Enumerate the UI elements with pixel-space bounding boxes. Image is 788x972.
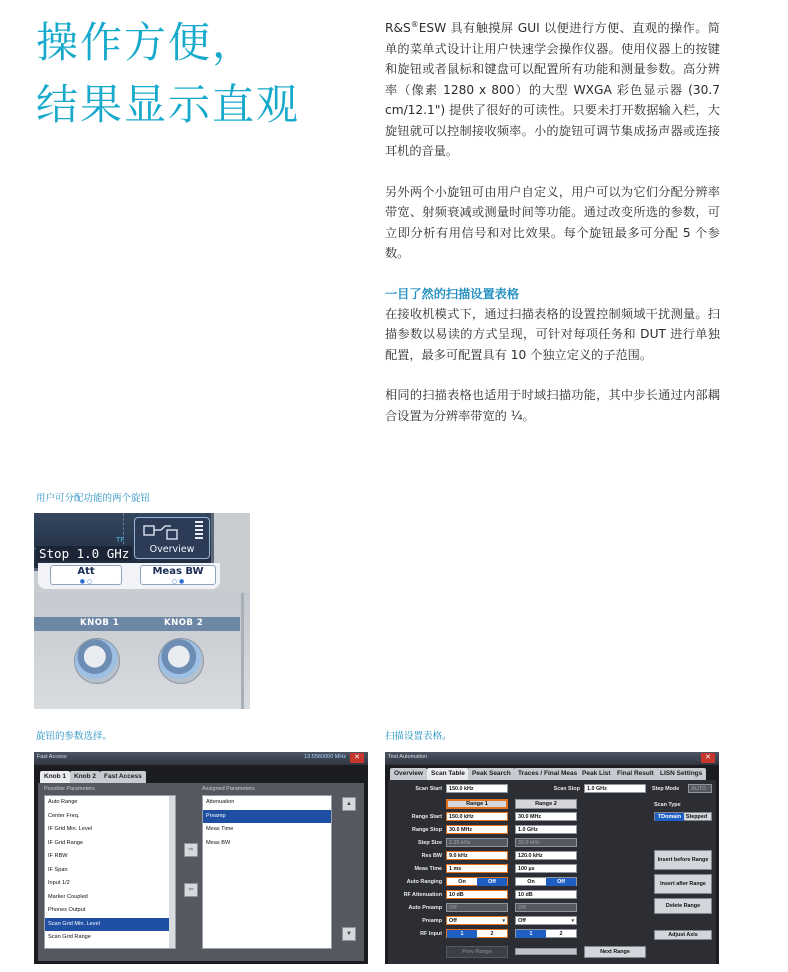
row-label: Meas Time: [414, 866, 442, 872]
range-2-preamp-select[interactable]: Off ▾: [515, 916, 577, 925]
row-label: Range Stop: [412, 827, 442, 833]
att-softkey[interactable]: Att ● ○: [50, 565, 122, 585]
softkey-bar: [38, 563, 220, 589]
range-1-header[interactable]: Range 1: [446, 799, 508, 809]
range-2-meas-time[interactable]: 100 µs: [515, 864, 577, 873]
row-label: Range Start: [411, 814, 442, 820]
knob-assign-dots-icon: ● ○: [79, 578, 93, 585]
range-1-res-bw[interactable]: 9.0 kHz: [446, 851, 508, 860]
list-item[interactable]: Center Freq.: [48, 812, 80, 819]
overview-label: Overview: [149, 544, 195, 555]
list-item[interactable]: IF Span: [48, 866, 68, 873]
scan-start-field[interactable]: 150.0 kHz: [446, 784, 508, 793]
tab-lisn-settings[interactable]: LISN Settings: [656, 768, 706, 780]
range-1-rf-input-toggle[interactable]: 1 2: [446, 929, 508, 938]
range-2-res-bw[interactable]: 120.0 kHz: [515, 851, 577, 860]
paragraph-3: 在接收机模式下，通过扫描表格的设置控制频域干扰测量。扫描参数以易读的方式呈现，可针对每项任务和 DUT 进行单独配置，最多可配置具有 10 个独立定义的子范围。: [385, 306, 720, 362]
trace-grid: [34, 513, 124, 549]
level-bars-icon: [195, 521, 203, 539]
tf-label: TF: [116, 536, 125, 544]
paragraph-2: 另外两个小旋钮可由用户自定义，用户可以为它们分配分辨率带宽、射频衰减或测量时间等功能。通过改变所选的参数，可立即分析有用信号和对比效果。每个旋钮最多可分配 5 个参数。: [385, 184, 720, 260]
list-item[interactable]: Auto Range: [48, 799, 78, 805]
list-item[interactable]: Meas Time: [206, 826, 234, 832]
range-2-start[interactable]: 30.0 MHz: [515, 812, 577, 821]
range-1-stop[interactable]: 30.0 MHz: [446, 825, 508, 834]
body-text: [385, 18, 720, 446]
move-right-icon[interactable]: ⇨: [184, 843, 198, 857]
list-item[interactable]: Attenuation: [206, 799, 235, 805]
list-item[interactable]: Input 1/2: [48, 880, 70, 886]
knob-2-label: KNOB 2: [164, 618, 204, 628]
dropdown-arrow-icon: ▾: [571, 918, 574, 924]
move-down-icon[interactable]: ▼: [342, 927, 356, 941]
knob-assign-dots-icon: ○ ●: [171, 578, 185, 585]
range-2-step-size[interactable]: 30.0 kHz: [515, 838, 577, 847]
knob-panel: [38, 783, 364, 961]
range-2-stop[interactable]: 1.0 GHz: [515, 825, 577, 834]
adjust-axis-button[interactable]: Adjust Axis: [654, 930, 712, 940]
assigned-header: Assigned Parameters: [202, 786, 255, 792]
tab-traces-final-meas[interactable]: Traces / Final Meas: [514, 768, 581, 780]
scan-type-toggle[interactable]: TDomain Stepped: [654, 812, 712, 821]
dropdown-arrow-icon: ▾: [502, 918, 505, 924]
insert-before-range-button[interactable]: Insert before Range: [654, 850, 712, 870]
move-up-icon[interactable]: ▲: [342, 797, 356, 811]
row-label: Auto Ranging: [406, 879, 442, 885]
possible-header: Possible Parameters: [44, 786, 95, 792]
tab-knob-1[interactable]: Knob 1: [40, 771, 70, 783]
range-1-rf-attenuation[interactable]: 10 dB: [446, 890, 508, 899]
list-item[interactable]: IF RBW: [48, 853, 68, 859]
insert-after-range-button[interactable]: Insert after Range: [654, 874, 712, 894]
scan-table-screenshot: [385, 752, 719, 964]
prev-range-button[interactable]: Prev Range: [446, 946, 508, 958]
tab-scan-table[interactable]: Scan Table: [427, 768, 469, 780]
knob-1[interactable]: [74, 638, 120, 684]
scan-stop-field[interactable]: 1.0 GHz: [584, 784, 646, 793]
close-icon[interactable]: ✕: [701, 753, 715, 763]
caption-knobs: 用户可分配功能的两个旋钮: [36, 493, 151, 504]
knob-params-screenshot: [34, 752, 368, 964]
headline-line-1: 操作方便，: [36, 18, 257, 67]
row-label: Step Size: [418, 840, 442, 846]
caption-knob-params: 旋钮的参数选择。: [36, 731, 113, 742]
close-icon[interactable]: ✕: [350, 753, 364, 763]
scan-start-label: Scan Start: [415, 786, 442, 792]
scrollbar[interactable]: [169, 796, 175, 948]
list-item[interactable]: Preamp: [203, 810, 331, 824]
scan-stop-label: Scan Stop: [553, 786, 580, 792]
list-item[interactable]: Phones Output: [48, 907, 86, 913]
list-item[interactable]: Scan Grid Min. Level: [45, 918, 175, 932]
range-1-start[interactable]: 150.0 kHz: [446, 812, 508, 821]
row-label: RF Attenuation: [403, 892, 442, 898]
row-label: Res BW: [421, 853, 442, 859]
tab-knob-2[interactable]: Knob 2: [70, 771, 100, 783]
range-2-header[interactable]: Range 2: [515, 799, 577, 809]
list-item[interactable]: Scan Grid Range: [48, 934, 91, 940]
range-1-meas-time[interactable]: 1 ms: [446, 864, 508, 873]
window-title: Test Automation: [388, 754, 428, 760]
paragraph-4: 相同的扫描表格也适用于时域扫描功能，其中步长通过内部耦合设置为分辨率带宽的 ¼。: [385, 388, 720, 423]
range-2-rf-attenuation[interactable]: 10 dB: [515, 890, 577, 899]
caption-scan-table: 扫描设置表格。: [385, 731, 452, 742]
assigned-list[interactable]: [202, 795, 332, 949]
paragraph-1: R&S®ESW 具有触摸屏 GUI 以便进行方便、直观的操作。简单的菜单式设计让用户快速学会操作仪器。使用仪器上的按键和旋钮或者鼠标和键盘可以配置所有功能和测量参数。高分辨率（像素 1280 x 800）的大型 WXGA 彩色显示器 (30.7 cm/12.1") 提供了很好的可读性。只要未打开数据输入栏，大旋钮就可以控制接收频率。小的旋钮可调节集成扬声器或连接耳机的音量。: [385, 19, 720, 158]
row-label: Auto Preamp: [408, 905, 442, 911]
list-item[interactable]: Marker Coupled: [48, 893, 88, 900]
knob-label-strip: [34, 617, 240, 631]
range-1-step-size[interactable]: 2.25 kHz: [446, 838, 508, 847]
list-item[interactable]: IF Grid Range: [48, 839, 84, 846]
tab-peak-list[interactable]: Peak List: [578, 768, 615, 780]
tab-bar: [390, 768, 716, 780]
scan-table-panel: [388, 780, 716, 964]
possible-list[interactable]: [44, 795, 176, 949]
tab-final-result[interactable]: Final Result: [613, 768, 658, 780]
frequency-readout: 13.5560000 MHz: [304, 754, 346, 760]
knob-photo: [34, 513, 250, 709]
knob-1-label: KNOB 1: [80, 618, 120, 628]
meas-bw-softkey[interactable]: Meas BW ○ ●: [140, 565, 216, 585]
next-range-button[interactable]: Next Range: [584, 946, 646, 958]
range-2-auto-preamp[interactable]: Off: [515, 903, 577, 912]
range-1-preamp-select[interactable]: Off ▾: [446, 916, 508, 925]
overview-icon: [143, 522, 179, 542]
range-2-auto-ranging-toggle[interactable]: On Off: [515, 877, 577, 886]
step-mode-label: Step Mode: [652, 786, 680, 792]
stop-frequency: Stop 1.0 GHz: [36, 546, 132, 561]
range-scroll-slider[interactable]: [515, 948, 577, 955]
tab-fast-access[interactable]: Fast Access: [100, 771, 146, 783]
headline: [36, 12, 366, 136]
panel-edge: [241, 593, 244, 709]
window-title: Fast Access: [37, 754, 67, 760]
tab-peak-search[interactable]: Peak Search: [468, 768, 515, 780]
section-title: 一目了然的扫描设置表格: [385, 286, 520, 301]
list-item[interactable]: Meas BW: [206, 839, 231, 846]
list-item[interactable]: IF Grid Min. Level: [48, 826, 93, 832]
row-label: Preamp: [422, 918, 442, 924]
move-left-icon[interactable]: ⇦: [184, 883, 198, 897]
range-1-auto-preamp[interactable]: Off: [446, 903, 508, 912]
tab-overview[interactable]: Overview: [390, 768, 427, 780]
scan-type-label: Scan Type: [654, 802, 681, 808]
title-bar: [385, 752, 719, 765]
title-bar: [34, 752, 368, 765]
delete-range-button[interactable]: Delete Range: [654, 898, 712, 914]
headline-line-2: 结果显示直观: [36, 80, 301, 129]
row-label: RF Input: [420, 931, 442, 937]
knob-2[interactable]: [158, 638, 204, 684]
range-1-auto-ranging-toggle[interactable]: On Off: [446, 877, 508, 886]
overview-button[interactable]: [134, 517, 210, 559]
range-2-rf-input-toggle[interactable]: 1 2: [515, 929, 577, 938]
step-mode-field[interactable]: AUTO: [688, 784, 712, 793]
front-panel: [34, 593, 250, 709]
